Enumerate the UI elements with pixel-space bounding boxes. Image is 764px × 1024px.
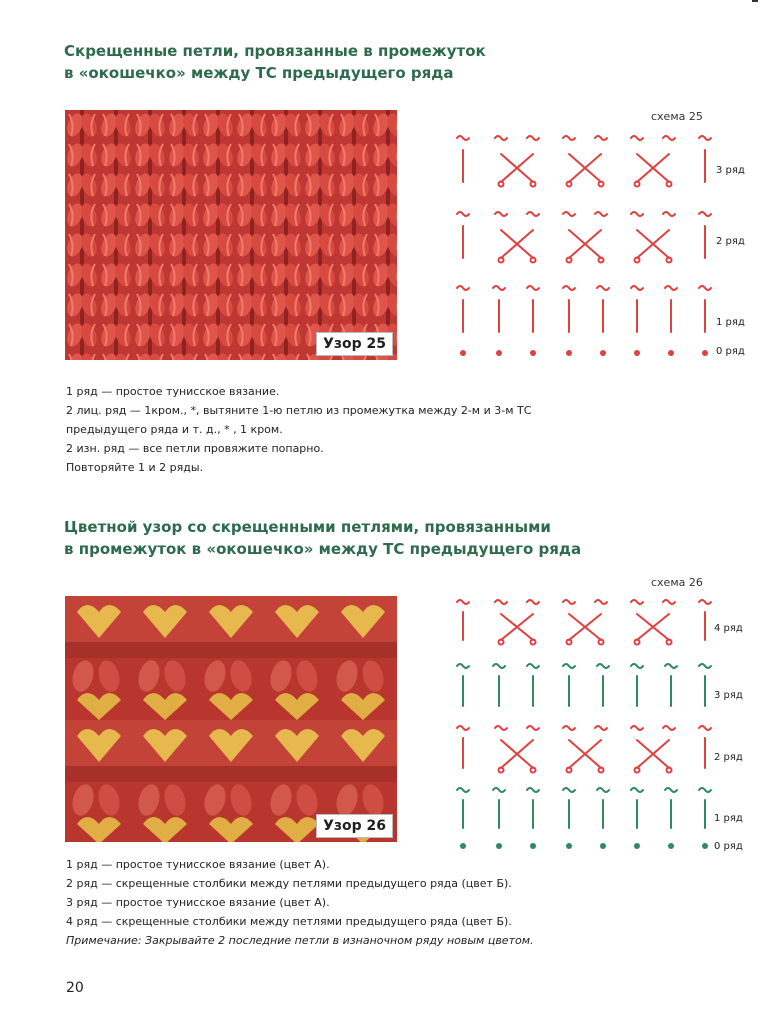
chart25-row1 [457,286,711,332]
chart25-row3 [457,136,711,187]
chart26-row-label-2: 2 ряд [714,752,743,763]
schema-title-25: схема 25 [651,110,703,123]
chart26-row-label-3: 3 ряд [714,690,743,701]
chart26-row3 [457,664,711,706]
knit-texture-image [65,110,397,360]
chart26-row0 [460,843,708,849]
section1-instruction-line: 1 ряд — простое тунисское вязание. [66,385,280,398]
chart26-row1 [457,788,711,828]
section1-instruction-line: Повторяйте 1 и 2 ряды. [66,461,204,474]
section2-heading [64,516,581,560]
section1-heading [64,40,486,84]
chart26-row2 [457,726,711,773]
chart25-row-label-2: 2 ряд [716,236,745,247]
section2-note: Примечание: Закрывайте 2 последние петли в изнаночном ряду новым цветом. [66,934,534,947]
stitch-chart-26 [445,592,715,862]
chart25-row2 [457,212,711,263]
section1-instruction-line: предыдущего ряда и т. д., * , 1 кром. [66,423,283,436]
chart26-row4 [457,600,711,645]
chart26-row-label-0: 0 ряд [714,841,743,852]
section2-instruction-line: 4 ряд — скрещенные столбики между петлями предыдущего ряда (цвет Б). [66,915,512,928]
chart25-row0 [460,350,708,356]
section2-instructions [66,855,534,950]
section1-heading-line1: Скрещенные петли, провязанные в промежуток [64,42,486,60]
swatch-photo-25 [65,110,397,360]
section2-instruction-line: 1 ряд — простое тунисское вязание (цвет А). [66,858,330,871]
pattern-label-26: Узор 26 [316,814,393,838]
swatch-photo-26 [65,596,397,842]
page-number: 20 [66,980,84,996]
section2-heading-line1: Цветной узор со скрещенными петлями, провязанными [64,518,551,536]
stitch-chart-25 [445,128,715,368]
section2-instruction-line: 2 ряд — скрещенные столбики между петлями предыдущего ряда (цвет Б). [66,877,512,890]
chart25-row-label-0: 0 ряд [716,346,745,357]
schema-title-26: схема 26 [651,576,703,589]
chart25-row-label-1: 1 ряд [716,317,745,328]
pattern-label-25: Узор 25 [316,332,393,356]
section2-instruction-line: 3 ряд — простое тунисское вязание (цвет А). [66,896,330,909]
section1-instruction-line: 2 лиц. ряд — 1кром., *, вытяните 1-ю петлю из промежутка между 2-м и 3-м ТС [66,404,532,417]
chart25-row-label-3: 3 ряд [716,165,745,176]
chart26-row-label-1: 1 ряд [714,813,743,824]
corner-mark [752,0,758,2]
chart26-row-label-4: 4 ряд [714,623,743,634]
knit-texture-image [65,596,397,842]
section1-heading-line2: в «окошечко» между ТС предыдущего ряда [64,64,454,82]
section2-heading-line2: в промежуток в «окошечко» между ТС предыдущего ряда [64,540,582,558]
section1-instruction-line: 2 изн. ряд — все петли провяжите попарно. [66,442,324,455]
section1-instructions [66,382,531,477]
